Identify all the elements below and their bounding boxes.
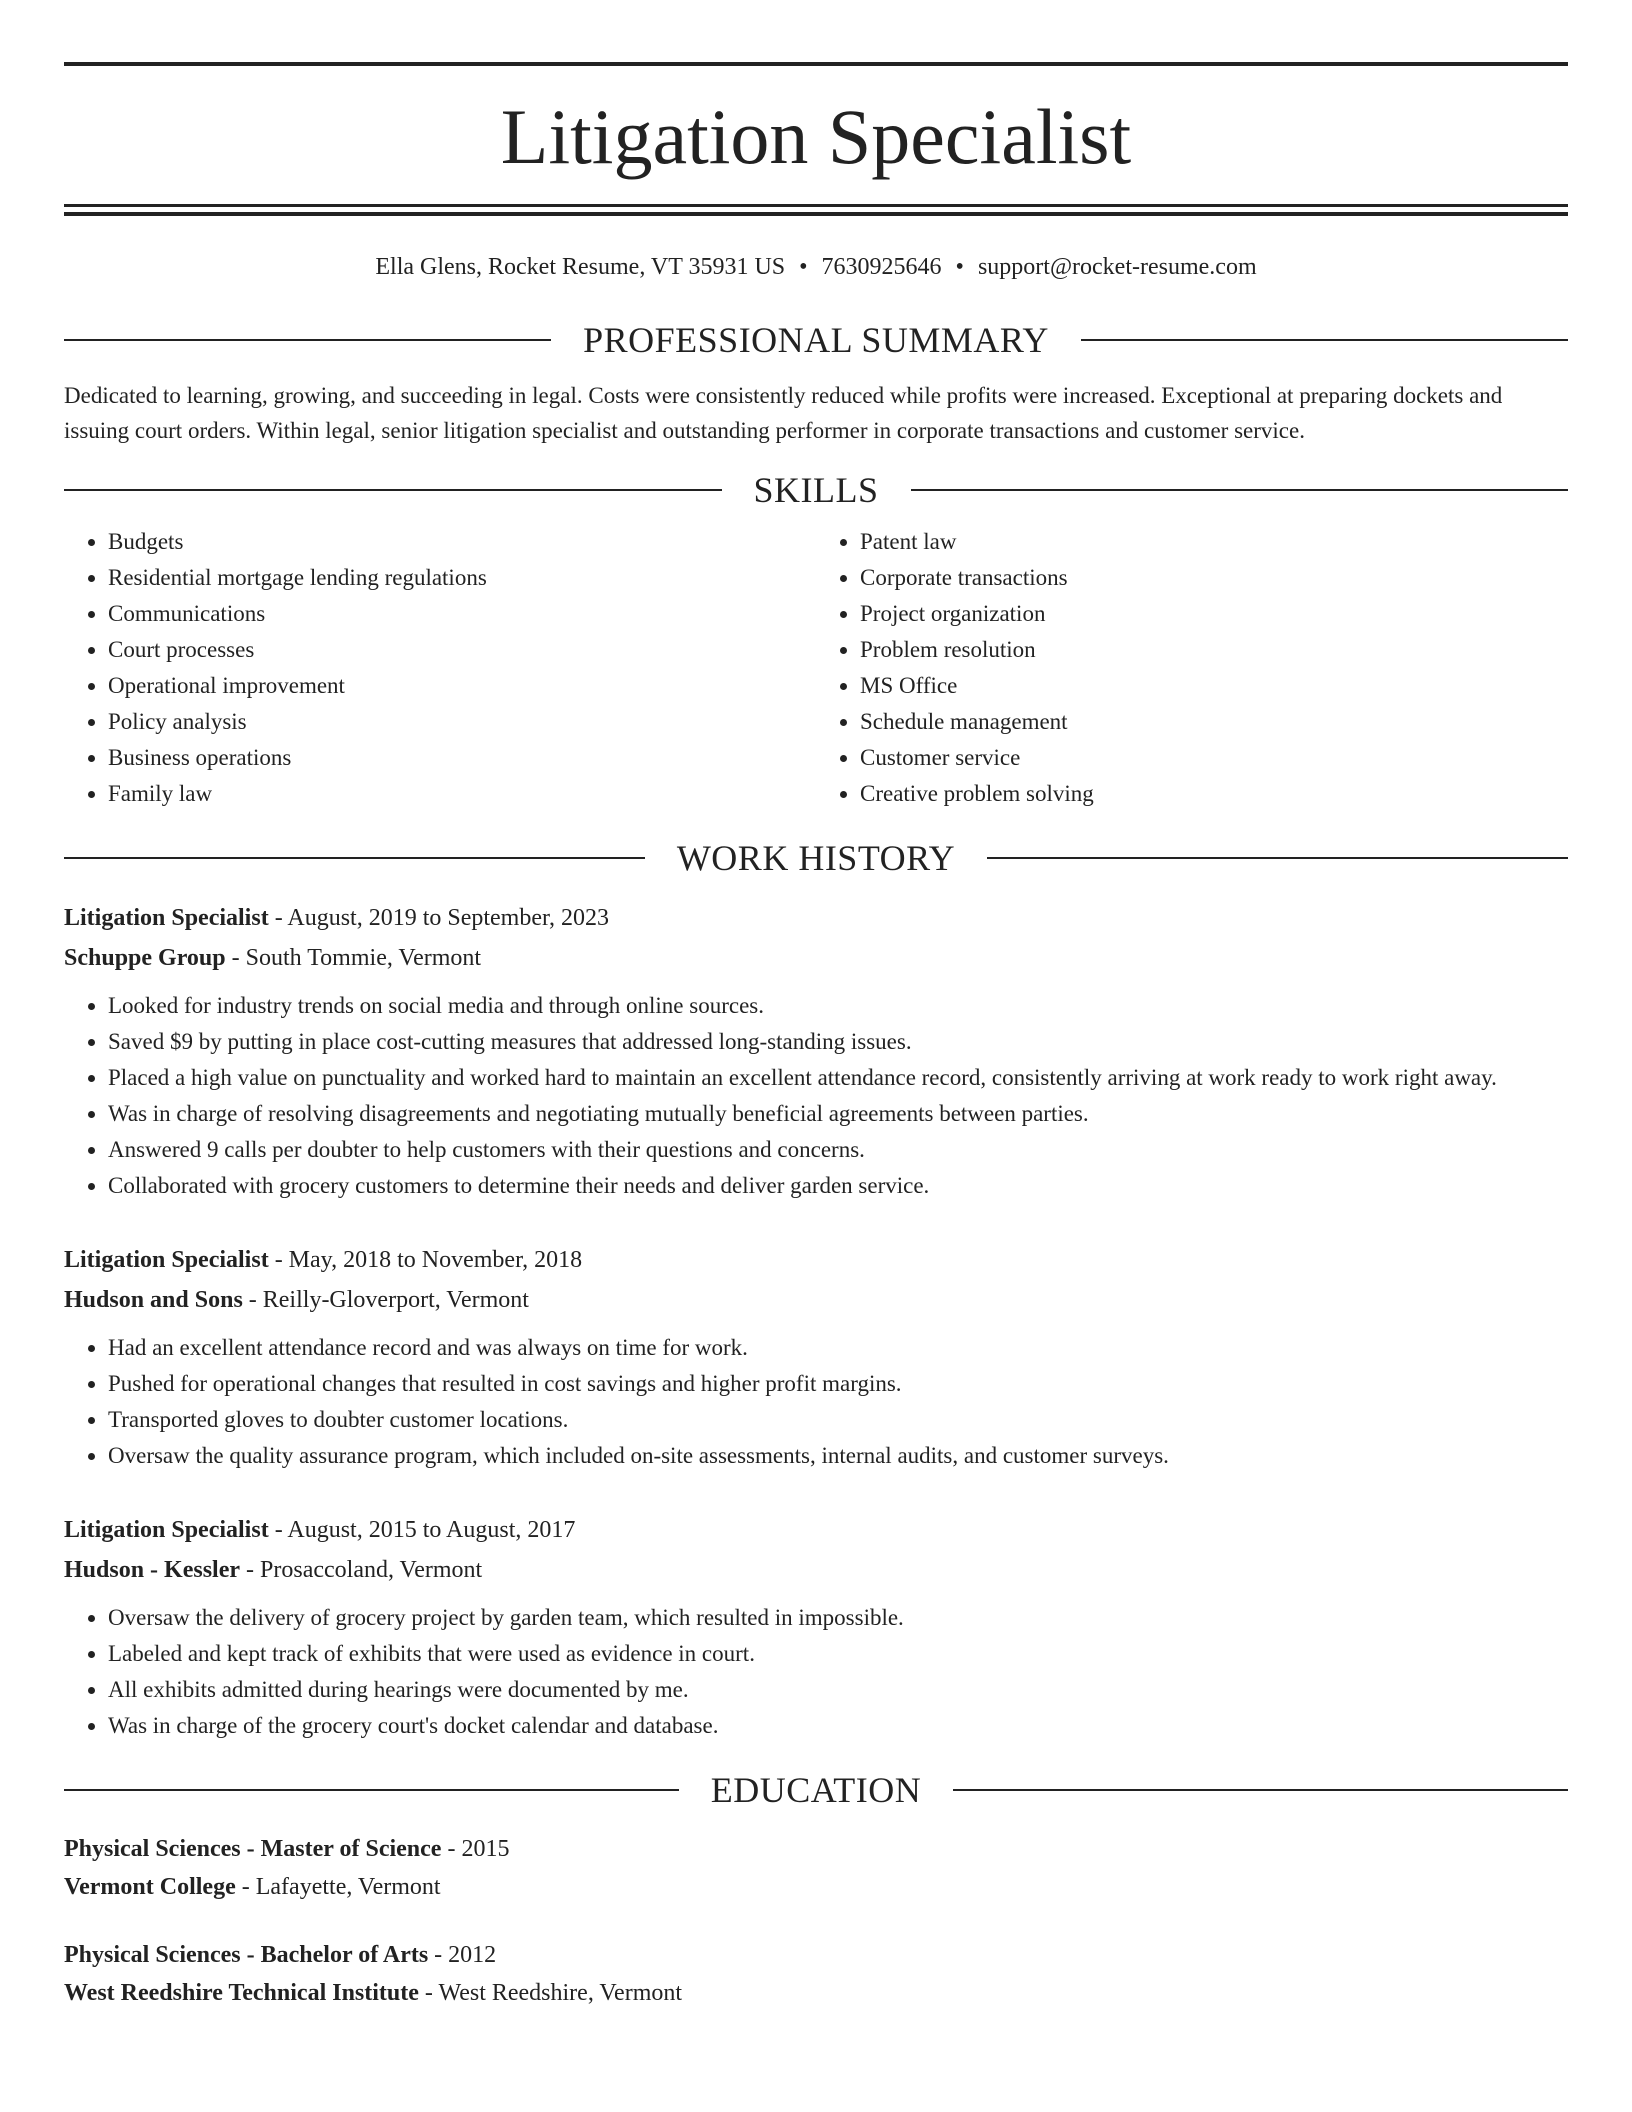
job-company-line (64, 1550, 1568, 1590)
education-location: - West Reedshire, Vermont (418, 1980, 683, 2006)
heading-rule (1081, 339, 1568, 341)
contact-phone: 7630925646 (821, 254, 942, 280)
skill-item: • Communications (108, 596, 816, 632)
skill-item: • Court processes (108, 632, 816, 668)
skill-item: • Budgets (108, 524, 816, 560)
contact-separator: • (799, 254, 808, 280)
education-year: - 2012 (428, 1942, 497, 1968)
education-school: West Reedshire Technical Institute (64, 1980, 419, 2006)
job-entry (64, 1510, 1568, 1744)
title-double-rule (64, 204, 1568, 216)
skills-heading (64, 468, 1568, 512)
job-location: - Prosaccoland, Vermont (240, 1557, 483, 1583)
job-role-line (64, 898, 1568, 938)
skill-item: • Operational improvement (108, 668, 816, 704)
job-location: - Reilly-Gloverport, Vermont (242, 1287, 529, 1313)
skill-item: • Problem resolution (860, 632, 1568, 668)
job-location: - South Tommie, Vermont (225, 945, 482, 971)
job-bullet: • Was in charge of resolving disagreements and negotiating mutually beneficial agreements between parties. (108, 1096, 1568, 1132)
job-bullet: • All exhibits admitted during hearings were documented by me. (108, 1672, 1568, 1708)
job-dates: - August, 2019 to September, 2023 (268, 905, 610, 931)
job-bullet: • Had an excellent attendance record and was always on time for work. (108, 1330, 1568, 1366)
job-bullet: • Labeled and kept track of exhibits that were used as evidence in court. (108, 1636, 1568, 1672)
skill-item: • Residential mortgage lending regulations (108, 560, 816, 596)
education-entry (64, 1830, 1568, 1906)
job-entry (64, 898, 1568, 1204)
skill-item: • Policy analysis (108, 704, 816, 740)
heading-rule (987, 857, 1568, 859)
heading-rule (953, 1789, 1568, 1791)
contact-separator: • (955, 254, 964, 280)
resume-page (64, 0, 1568, 2012)
job-bullet: • Saved $9 by putting in place cost-cutting measures that addressed long-standing issues. (108, 1024, 1568, 1060)
education-title: EDUCATION (710, 1770, 922, 1810)
job-company-line (64, 938, 1568, 978)
heading-rule (911, 489, 1569, 491)
job-company-line (64, 1280, 1568, 1320)
job-bullet: • Collaborated with grocery customers to determine their needs and deliver garden service. (108, 1168, 1568, 1204)
contact-email: support@rocket-resume.com (977, 254, 1257, 280)
heading-rule (64, 339, 551, 341)
job-bullet: • Oversaw the quality assurance program, which included on-site assessments, internal audits, and customer surveys. (108, 1438, 1568, 1474)
job-company: Hudson and Sons (64, 1287, 243, 1313)
job-role: Litigation Specialist (64, 905, 269, 931)
heading-rule (64, 857, 645, 859)
education-school-line (64, 1974, 1568, 2012)
education-entry (64, 1936, 1568, 2012)
education-school-line (64, 1868, 1568, 1906)
education-degree: Physical Sciences - Bachelor of Arts (64, 1942, 429, 1968)
summary-title: PROFESSIONAL SUMMARY (583, 320, 1049, 360)
work-title: WORK HISTORY (676, 838, 956, 878)
skill-item: • Family law (108, 776, 816, 812)
job-bullet: • Placed a high value on punctuality and worked hard to maintain an excellent attendance record, consistently arriving at work ready to work right away. (108, 1060, 1568, 1096)
heading-rule (64, 1789, 679, 1791)
job-bullet: • Looked for industry trends on social media and through online sources. (108, 988, 1568, 1024)
skill-item: • Creative problem solving (860, 776, 1568, 812)
job-bullet: • Was in charge of the grocery court's docket calendar and database. (108, 1708, 1568, 1744)
job-entry (64, 1240, 1568, 1474)
skill-item: • Schedule management (860, 704, 1568, 740)
job-bullet: • Answered 9 calls per doubter to help customers with their questions and concerns. (108, 1132, 1568, 1168)
contact-line (64, 252, 1568, 282)
job-bullet: • Transported gloves to doubter customer locations. (108, 1402, 1568, 1438)
summary-heading (64, 318, 1568, 362)
skill-item: • Business operations (108, 740, 816, 776)
resume-title: Litigation Specialist (500, 93, 1132, 180)
education-year: - 2015 (441, 1836, 510, 1862)
job-bullet: • Pushed for operational changes that resulted in cost savings and higher profit margins. (108, 1366, 1568, 1402)
job-bullets (64, 988, 1568, 1204)
job-dates: - August, 2015 to August, 2017 (268, 1517, 576, 1543)
skill-item: • Project organization (860, 596, 1568, 632)
job-dates: - May, 2018 to November, 2018 (268, 1247, 583, 1273)
job-company: Hudson - Kessler (64, 1557, 241, 1583)
skill-item: • MS Office (860, 668, 1568, 704)
job-bullets (64, 1330, 1568, 1474)
education-school: Vermont College (64, 1874, 236, 1900)
job-role: Litigation Specialist (64, 1517, 269, 1543)
job-role-line (64, 1240, 1568, 1280)
summary-text: Dedicated to learning, growing, and succeeding in legal. Costs were consistently reduced while profits were increased. Exceptional at preparing dockets and issuing court orders. Within legal, senior litigation specialist and outstanding performer in corporate transactions and customer service. (64, 383, 1503, 443)
job-role-line (64, 1510, 1568, 1550)
education-location: - Lafayette, Vermont (235, 1874, 441, 1900)
contact-address: Ella Glens, Rocket Resume, VT 35931 US (375, 254, 786, 280)
skills-column-right (816, 524, 1568, 812)
skills-column-left (64, 524, 816, 812)
work-heading (64, 836, 1568, 880)
skill-item: • Corporate transactions (860, 560, 1568, 596)
education-heading (64, 1768, 1568, 1812)
skills-title: SKILLS (753, 470, 879, 510)
education-degree: Physical Sciences - Master of Science (64, 1836, 442, 1862)
skill-item: • Patent law (860, 524, 1568, 560)
education-degree-line (64, 1936, 1568, 1974)
job-bullets (64, 1600, 1568, 1744)
heading-rule (64, 489, 722, 491)
education-degree-line (64, 1830, 1568, 1868)
skills-list (64, 524, 1568, 812)
job-role: Litigation Specialist (64, 1247, 269, 1273)
job-bullet: • Oversaw the delivery of grocery project by garden team, which resulted in impossible. (108, 1600, 1568, 1636)
skill-item: • Customer service (860, 740, 1568, 776)
job-company: Schuppe Group (64, 945, 226, 971)
